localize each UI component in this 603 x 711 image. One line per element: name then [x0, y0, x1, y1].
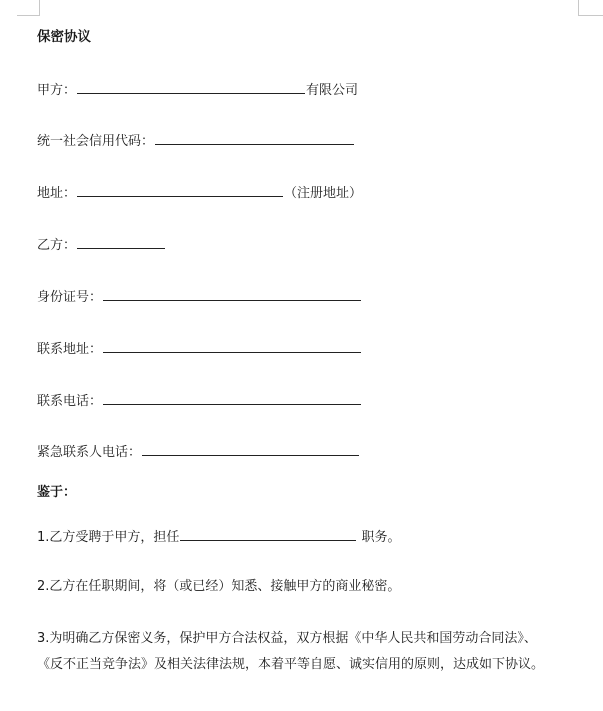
emergency-phone-blank[interactable] — [142, 442, 359, 456]
party-b-row — [37, 235, 166, 255]
party-b-blank[interactable] — [77, 235, 165, 249]
address-blank[interactable] — [77, 183, 283, 197]
party-b-label: 乙方： — [37, 238, 77, 253]
position-blank[interactable] — [180, 527, 356, 541]
credit-code-label: 统一社会信用代码： — [37, 134, 155, 149]
party-a-suffix: 有限公司 — [306, 83, 359, 98]
emergency-phone-label: 紧急联系人电话： — [37, 445, 142, 460]
clause-1-text-before: 1.乙方受聘于甲方，担任 — [37, 530, 180, 545]
contact-phone-blank[interactable] — [103, 391, 361, 405]
clause-1 — [37, 527, 401, 547]
clause-1-text-after: 职务。 — [357, 530, 401, 545]
address-row — [37, 183, 362, 203]
party-a-label: 甲方： — [37, 83, 77, 98]
emergency-phone-row — [37, 442, 360, 462]
address-suffix: （注册地址） — [284, 186, 363, 201]
credit-code-row — [37, 131, 355, 151]
id-number-row — [37, 287, 362, 307]
credit-code-blank[interactable] — [155, 131, 354, 145]
clause-2: 2.乙方在任职期间，将（或已经）知悉、接触甲方的商业秘密。 — [37, 579, 401, 594]
contact-phone-row — [37, 391, 362, 411]
contact-address-label: 联系地址： — [37, 342, 103, 357]
address-label: 地址： — [37, 186, 77, 201]
contact-address-row — [37, 339, 362, 359]
document-title: 保密协议 — [37, 29, 91, 45]
whereas-heading: 鉴于： — [37, 485, 77, 500]
page-corner-mark-right — [578, 0, 603, 16]
party-a-row — [37, 80, 358, 100]
party-a-blank[interactable] — [77, 80, 305, 94]
clause-3-line-2: 《反不正当竞争法》及相关法律法规，本着平等自愿、诚实信用的原则，达成如下协议。 — [37, 657, 545, 672]
id-number-label: 身份证号： — [37, 290, 103, 305]
contact-phone-label: 联系电话： — [37, 394, 103, 409]
page-corner-mark-left — [17, 0, 40, 16]
contact-address-blank[interactable] — [103, 339, 361, 353]
id-number-blank[interactable] — [103, 287, 361, 301]
clause-3-line-1: 3.为明确乙方保密义务，保护甲方合法权益，双方根据《中华人民共和国劳动合同法》、 — [37, 631, 537, 646]
